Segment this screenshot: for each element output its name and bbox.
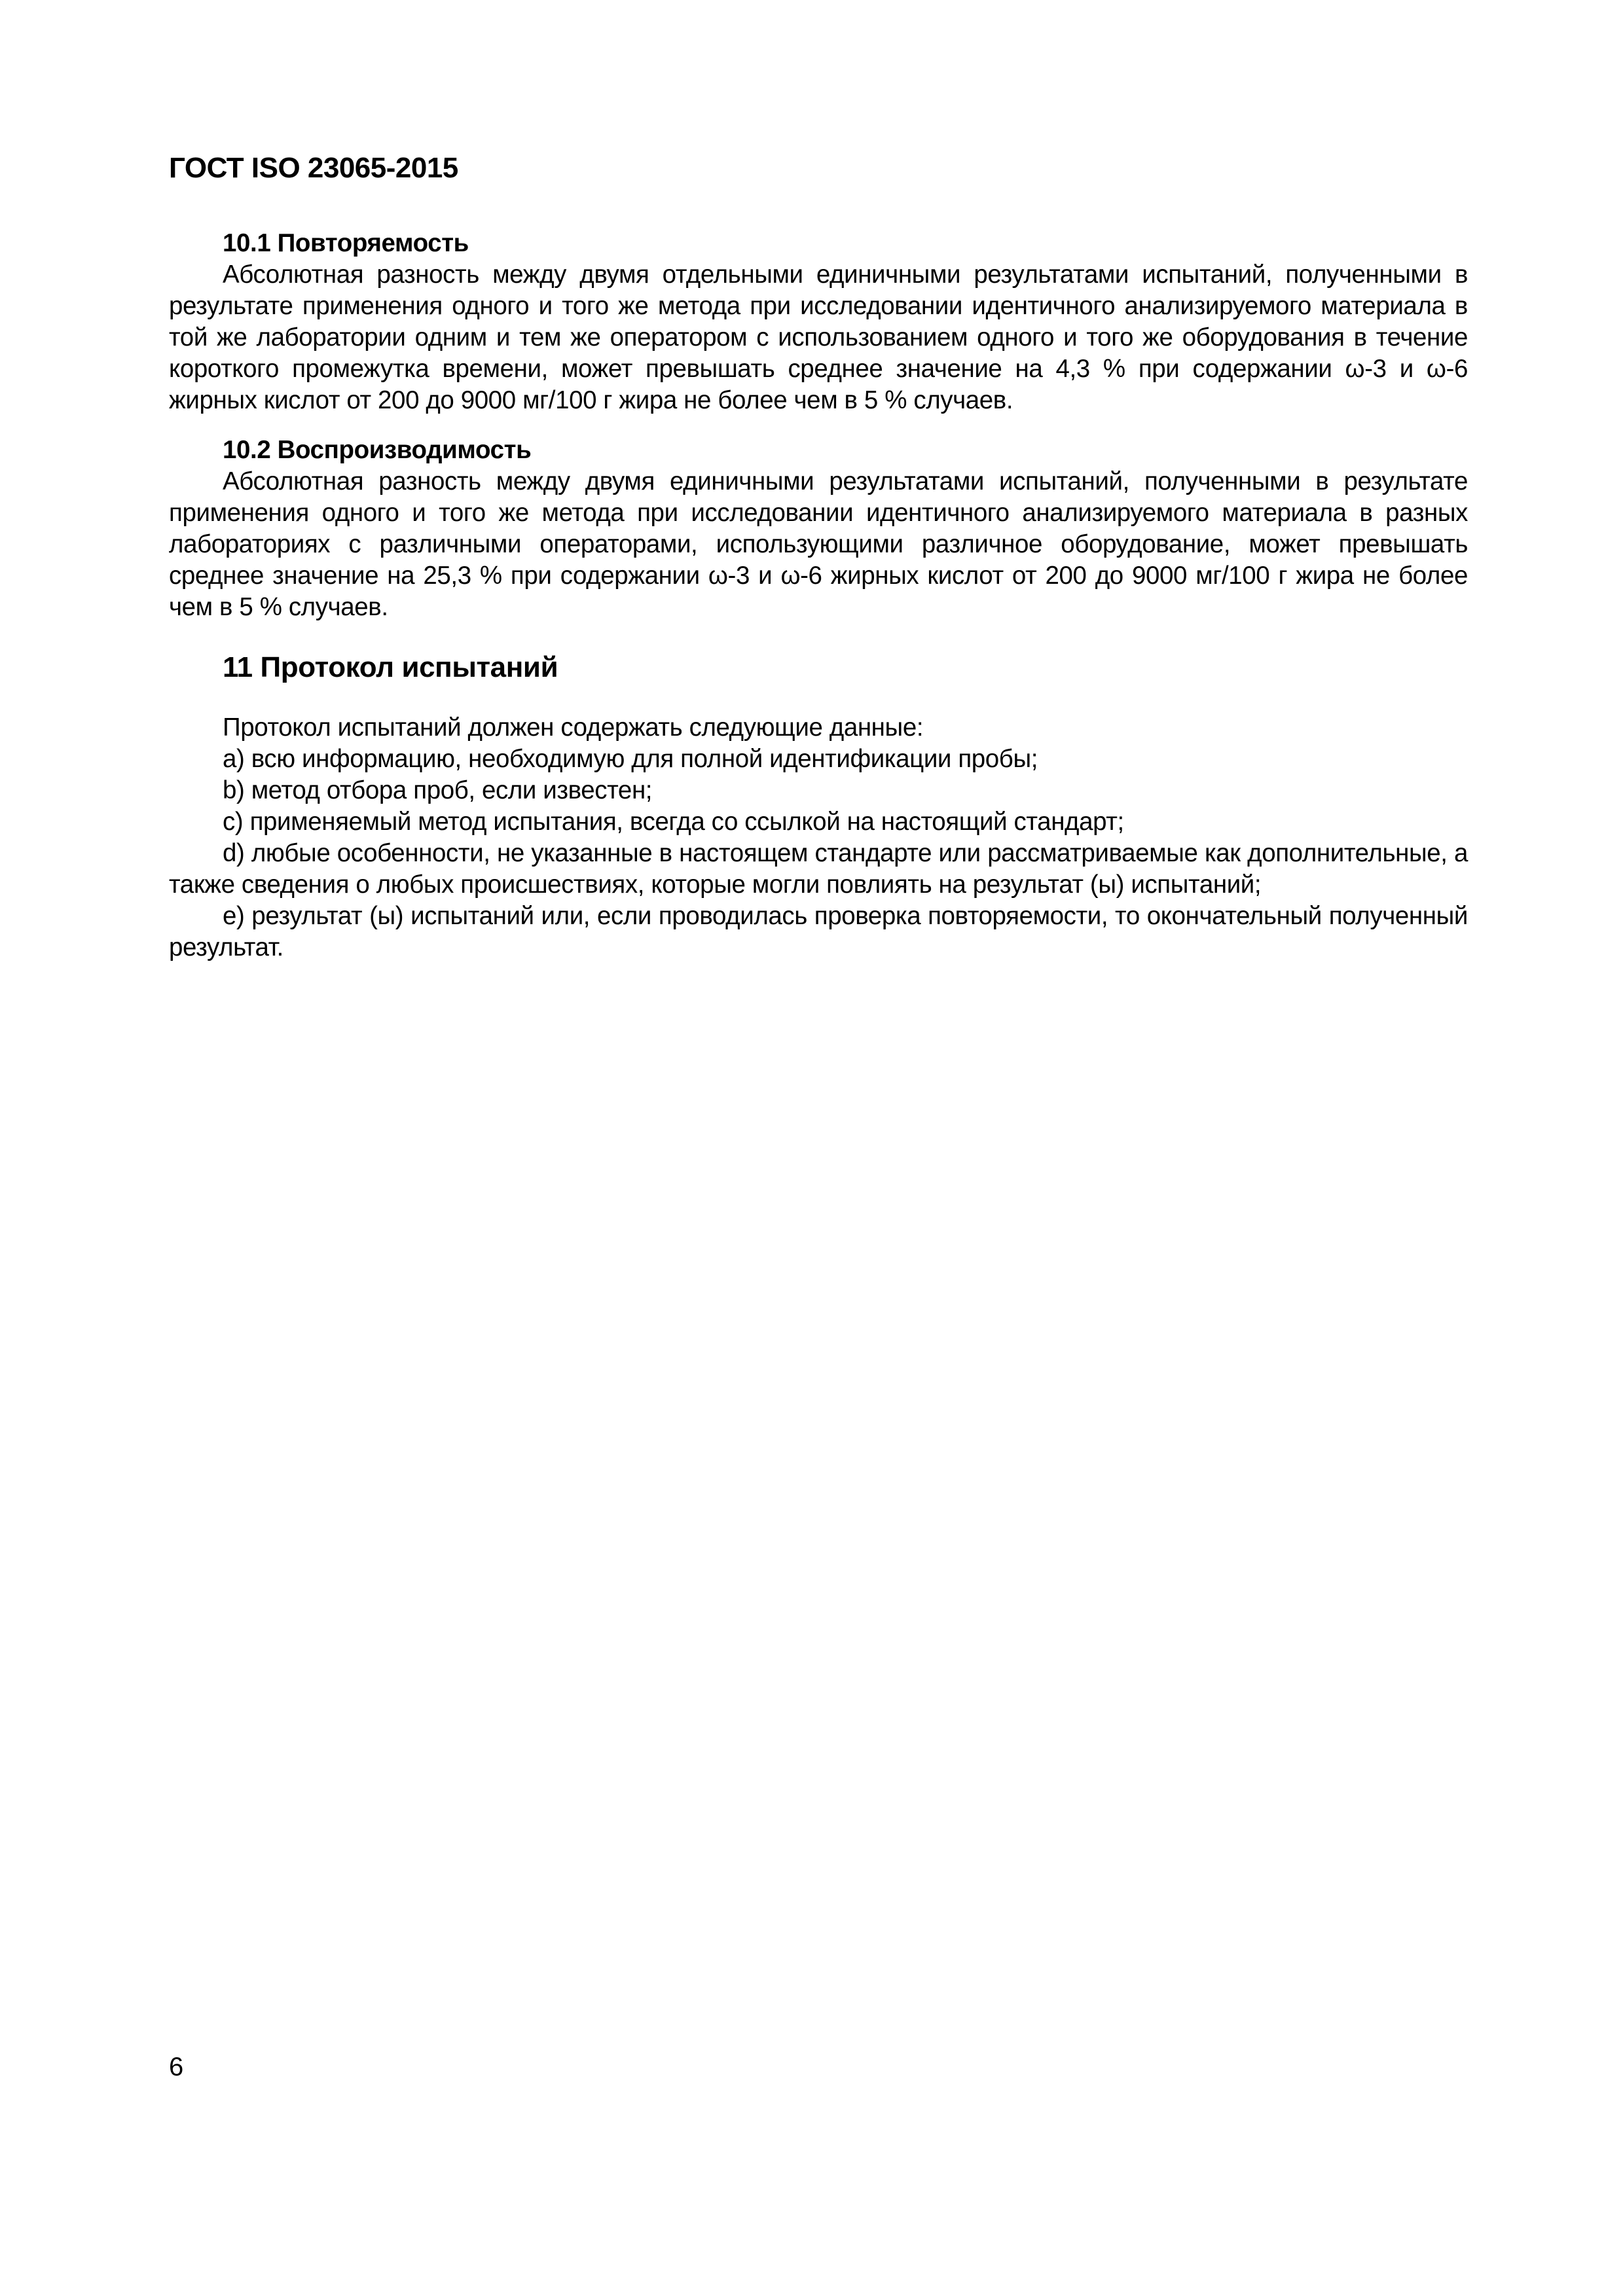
spacer: [169, 686, 1468, 712]
document-code-header: ГОСТ ISO 23065-2015: [169, 152, 458, 184]
list-item-a: a) всю информацию, необходимую для полной идентификации пробы;: [223, 745, 1038, 773]
report-intro: Протокол испытаний должен содержать следующие данные:: [223, 713, 924, 742]
paragraph-repeatability: Абсолютная разность между двумя отдельными единичными результатами испытаний, полученными в результате применения одного и того же метода при исследовании идентичного анализируемого материала в той же лаборатории одним и тем же оператором с использованием одного и того же оборудования в течение короткого промежутка времени, может превышать среднее значение на 4,3 % при содержании ω-3 и ω-6 жирных кислот от 200 до 9000 мг/100 г жира не более чем в 5 % случаев.: [169, 260, 1468, 414]
page-number: 6: [169, 2053, 184, 2081]
document-content: [169, 228, 1468, 963]
list-item-d: d) любые особенности, не указанные в настоящем стандарте или рассматриваемые как дополнительные, а также сведения о любых происшествиях, которые могли повлиять на результат (ы) испытаний;: [169, 839, 1468, 899]
list-item-b: b) метод отбора проб, если известен;: [223, 776, 653, 804]
section-heading-report: 11 Протокол испытаний: [223, 651, 558, 683]
list-item-e: e) результат (ы) испытаний или, если проводилась проверка повторяемости, то окончательный полученный результат.: [169, 902, 1468, 961]
spacer: [169, 623, 1468, 649]
section-heading-repeatability: 10.1 Повторяемость: [223, 229, 469, 257]
section-heading-reproducibility: 10.2 Воспроизводимость: [223, 436, 532, 464]
paragraph-reproducibility: Абсолютная разность между двумя единичными результатами испытаний, полученными в результате применения одного и того же метода при исследовании идентичного анализируемого материала в разных лабораториях с различными операторами, использующими различное оборудование, может превышать среднее значение на 25,3 % при содержании ω-3 и ω-6 жирных кислот от 200 до 9000 мг/100 г жира не более чем в 5 % случаев.: [169, 467, 1468, 621]
spacer: [169, 416, 1468, 435]
list-item-c: c) применяемый метод испытания, всегда со ссылкой на настоящий стандарт;: [223, 808, 1124, 836]
